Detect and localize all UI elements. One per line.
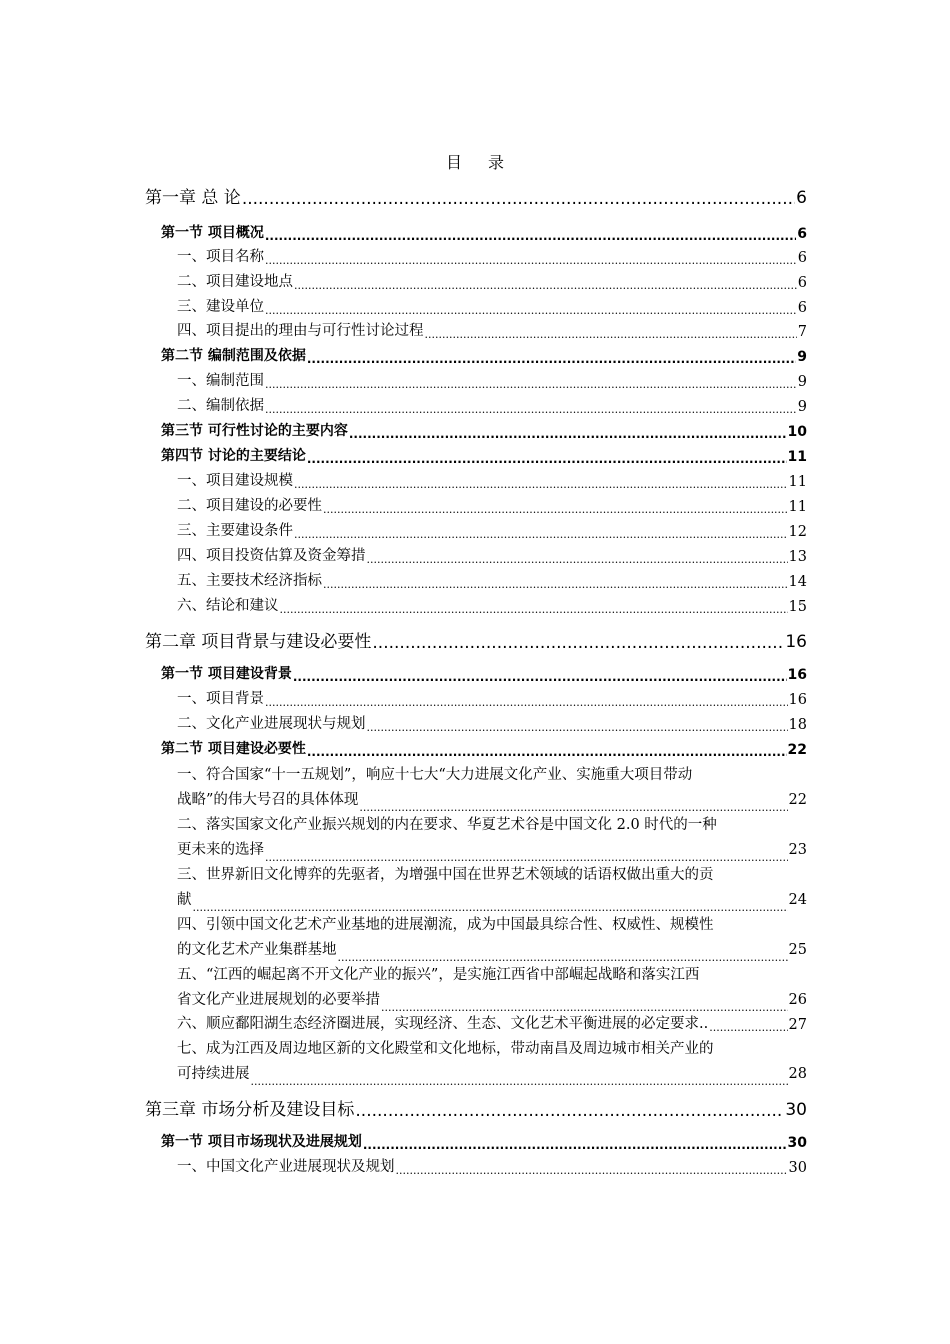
toc-page-number: 7 (797, 324, 807, 340)
toc-chapter-entry[interactable] (145, 1096, 807, 1120)
toc-page-number: 11 (788, 499, 807, 515)
toc-item-entry[interactable] (177, 296, 807, 316)
dot-leader (294, 476, 788, 491)
dot-leader (280, 601, 788, 616)
dot-leader (425, 326, 797, 341)
toc-item-entry[interactable] (177, 1156, 807, 1176)
toc-page-number: 24 (788, 892, 807, 908)
toc-page-number: 10 (787, 424, 807, 440)
toc-entry-multiline[interactable] (177, 1037, 807, 1087)
dot-leader (265, 252, 797, 267)
dot-leader (363, 1137, 787, 1151)
toc-entry-label: 一、项目背景 (177, 691, 264, 707)
toc-page-number: 6 (797, 250, 807, 266)
toc-item-entry[interactable] (177, 470, 807, 490)
toc-entry-label-line1: 五、“江西的崛起离不开文化产业的振兴”，是实施江西省中部崛起战略和落实江西 (177, 967, 700, 983)
toc-item-entry[interactable] (177, 688, 807, 708)
toc-page-number: 9 (797, 374, 807, 390)
toc-entry-label: 四、项目提出的理由与可行性讨论过程 (177, 323, 424, 339)
toc-entry-label: 二、编制依据 (177, 398, 264, 414)
toc-item-entry[interactable] (177, 370, 807, 390)
dot-leader (372, 635, 784, 652)
toc-item-entry[interactable] (177, 1013, 807, 1033)
toc-entry-label: 六、结论和建议 (177, 598, 279, 614)
toc-item-entry[interactable] (177, 570, 807, 590)
toc-page-number: 6 (796, 188, 807, 208)
dot-leader (265, 302, 797, 317)
toc-page-number: 11 (787, 449, 807, 465)
toc-page-number: 6 (797, 275, 807, 291)
toc-entry-label: 二、项目建设的必要性 (177, 498, 322, 514)
toc-entry-label-line1: 三、世界新旧文化博弈的先驱者，为增强中国在世界艺术领域的话语权做出重大的贡 (177, 867, 714, 883)
dot-leader (265, 849, 788, 864)
toc-entry-label: 第四节 讨论的主要结论 (161, 448, 306, 464)
toc-page-number: 13 (788, 549, 807, 565)
toc-page-number: 23 (788, 842, 807, 858)
toc-page-number: 18 (788, 717, 807, 733)
dot-leader (307, 351, 796, 365)
dot-leader (709, 1019, 787, 1034)
toc-item-entry[interactable] (177, 320, 807, 340)
toc-entry-label: 第二节 编制范围及依据 (161, 348, 306, 364)
dot-leader (242, 191, 795, 208)
toc-entry-multiline[interactable] (177, 763, 807, 813)
dot-leader (293, 669, 787, 683)
toc-entry-label: 第一节 项目概况 (161, 225, 264, 241)
toc-title-char-2: 录 (488, 153, 505, 172)
toc-entry-label: 二、项目建设地点 (177, 274, 293, 290)
toc-entry-multiline[interactable] (177, 913, 807, 963)
toc-entry-label: 第二章 项目背景与建设必要性 (145, 632, 372, 652)
toc-title-char-1: 目 (445, 153, 462, 172)
dot-leader (367, 551, 788, 566)
toc-entry-label: 一、项目建设规模 (177, 473, 293, 489)
toc-section-entry[interactable] (161, 445, 807, 465)
toc-page-number: 30 (787, 1135, 807, 1151)
dot-leader (367, 719, 788, 734)
toc-entry-label-line1: 一、符合国家“十一五规划”，响应十七大“大力进展文化产业、实施重大项目带动 (177, 767, 693, 783)
dot-leader (381, 999, 788, 1014)
toc-entry-label: 四、项目投资估算及资金筹措 (177, 548, 366, 564)
toc-entry-label: 省文化产业进展规划的必要举措 (177, 992, 380, 1008)
toc-entry-label: 第三节 可行性讨论的主要内容 (161, 423, 348, 439)
dot-leader (193, 899, 788, 914)
toc-entry-label: 可持续进展 (177, 1066, 250, 1082)
toc-chapter-entry[interactable] (145, 184, 807, 208)
toc-entry-label: 六、顺应鄱阳湖生态经济圈进展，实现经济、生态、文化艺术平衡进展的必定要求.. (177, 1016, 709, 1032)
toc-entry-label: 三、建设单位 (177, 299, 264, 315)
toc-item-entry[interactable] (177, 271, 807, 291)
toc-entry-label: 战略”的伟大号召的具体体现 (177, 792, 359, 808)
dot-leader (338, 949, 788, 964)
dot-leader (251, 1073, 788, 1088)
toc-entry-multiline[interactable] (177, 863, 807, 913)
toc-item-entry[interactable] (177, 713, 807, 733)
toc-entry-label-line1: 七、成为江西及周边地区新的文化殿堂和文化地标，带动南昌及周边城市相关产业的 (177, 1041, 714, 1057)
toc-page-number: 22 (787, 742, 807, 758)
dot-leader (323, 501, 788, 516)
toc-page-number: 16 (787, 667, 807, 683)
dot-leader (307, 451, 787, 465)
toc-item-entry[interactable] (177, 395, 807, 415)
toc-page-number: 12 (788, 524, 807, 540)
toc-page-number: 27 (788, 1017, 807, 1033)
toc-entry-label: 第三章 市场分析及建设目标 (145, 1100, 355, 1120)
toc-entry-label: 一、编制范围 (177, 373, 264, 389)
toc-item-entry[interactable] (177, 246, 807, 266)
toc-entry-label-line1: 二、落实国家文化产业振兴规划的内在要求、华夏艺术谷是中国文化 2.0 时代的一种 (177, 817, 717, 833)
toc-title (0, 150, 950, 173)
toc-entry-label: 第一节 项目市场现状及进展规划 (161, 1134, 362, 1150)
toc-section-entry[interactable] (161, 222, 807, 242)
toc-page-number: 30 (785, 1100, 807, 1120)
toc-item-entry[interactable] (177, 545, 807, 565)
dot-leader (307, 744, 787, 758)
dot-leader (355, 1103, 784, 1120)
toc-chapter-entry[interactable] (145, 628, 807, 652)
toc-page-number: 9 (797, 349, 807, 365)
toc-page-number: 6 (797, 226, 807, 242)
toc-section-entry[interactable] (161, 345, 807, 365)
toc-item-entry[interactable] (177, 495, 807, 515)
dot-leader (323, 576, 788, 591)
toc-section-entry[interactable] (161, 663, 807, 683)
toc-entry-label: 五、主要技术经济指标 (177, 573, 322, 589)
toc-page-number: 28 (788, 1066, 807, 1082)
toc-section-entry[interactable] (161, 738, 807, 758)
toc-page-number: 22 (788, 792, 807, 808)
toc-entry-multiline[interactable] (177, 813, 807, 863)
toc-entry-label: 一、项目名称 (177, 249, 264, 265)
toc-page-number: 9 (797, 399, 807, 415)
toc-entry-label: 更未来的选择 (177, 842, 264, 858)
dot-leader (265, 376, 797, 391)
dot-leader (294, 277, 797, 292)
toc-entry-label: 献 (177, 892, 192, 908)
toc-page-number: 11 (788, 474, 807, 490)
toc-page-number: 15 (788, 599, 807, 615)
toc-page-number: 25 (788, 942, 807, 958)
toc-entry-label: 一、中国文化产业进展现状及规划 (177, 1159, 395, 1175)
toc-item-entry[interactable] (177, 595, 807, 615)
toc-entry-label: 第二节 项目建设必要性 (161, 741, 306, 757)
toc-section-entry[interactable] (161, 420, 807, 440)
toc-section-entry[interactable] (161, 1131, 807, 1151)
dot-leader (396, 1162, 788, 1177)
dot-leader (265, 401, 797, 416)
toc-entry-label: 三、主要建设条件 (177, 523, 293, 539)
dot-leader (265, 228, 796, 242)
toc-entry-multiline[interactable] (177, 963, 807, 1013)
dot-leader (359, 799, 787, 814)
toc-entry-label: 二、文化产业进展现状与规划 (177, 716, 366, 732)
toc-page-number: 26 (788, 992, 807, 1008)
toc-item-entry[interactable] (177, 520, 807, 540)
toc-entry-label: 第一章 总 论 (145, 188, 241, 208)
toc-page-number: 16 (785, 632, 807, 652)
dot-leader (349, 426, 787, 440)
toc-entry-label: 第一节 项目建设背景 (161, 666, 292, 682)
dot-leader (294, 526, 788, 541)
toc-page-number: 6 (797, 300, 807, 316)
dot-leader (265, 694, 788, 709)
toc-entry-label: 的文化艺术产业集群基地 (177, 942, 337, 958)
toc-page-number: 14 (788, 574, 807, 590)
toc-page-number: 30 (788, 1160, 807, 1176)
toc-entry-label-line1: 四、引领中国文化艺术产业基地的进展潮流，成为中国最具综合性、权威性、规模性 (177, 917, 714, 933)
toc-page-number: 16 (788, 692, 807, 708)
